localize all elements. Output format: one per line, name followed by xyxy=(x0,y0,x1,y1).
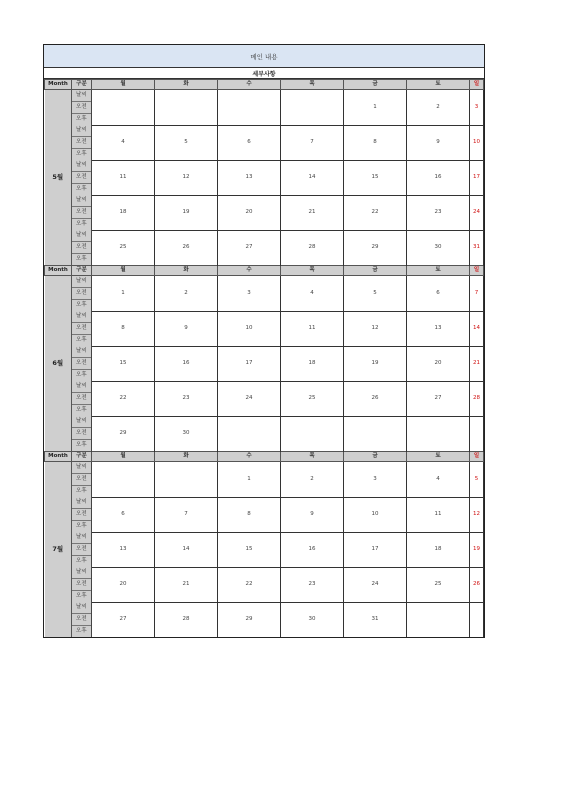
row-label: 오전 xyxy=(72,509,92,521)
day-cell[interactable]: 22 xyxy=(344,195,407,230)
week-row xyxy=(45,195,484,207)
day-cell[interactable]: 9 xyxy=(281,497,344,532)
row-label: 날씨 xyxy=(72,195,92,207)
day-cell[interactable]: 12 xyxy=(470,497,484,532)
week-row xyxy=(45,276,484,288)
day-cell[interactable]: 15 xyxy=(92,346,155,381)
week-row xyxy=(45,532,484,544)
day-cell[interactable] xyxy=(407,416,470,452)
day-cell[interactable]: 24 xyxy=(470,195,484,230)
day-cell[interactable]: 4 xyxy=(92,125,155,160)
day-cell[interactable]: 12 xyxy=(155,160,218,195)
day-cell[interactable] xyxy=(218,90,281,126)
day-cell[interactable]: 1 xyxy=(344,90,407,126)
day-cell[interactable]: 14 xyxy=(155,532,218,567)
day-cell[interactable]: 7 xyxy=(281,125,344,160)
day-cell[interactable]: 10 xyxy=(470,125,484,160)
row-label: 날씨 xyxy=(72,567,92,579)
sheet-title: 메인 내용 xyxy=(44,45,484,68)
day-cell[interactable] xyxy=(218,416,281,452)
day-cell[interactable]: 8 xyxy=(218,497,281,532)
day-cell[interactable]: 2 xyxy=(155,276,218,312)
day-cell[interactable]: 18 xyxy=(407,532,470,567)
day-cell[interactable]: 6 xyxy=(218,125,281,160)
day-cell[interactable]: 14 xyxy=(281,160,344,195)
day-cell[interactable]: 22 xyxy=(92,381,155,416)
row-label: 오전 xyxy=(72,102,92,114)
day-cell[interactable]: 2 xyxy=(281,462,344,498)
weekday-header: 금 xyxy=(344,452,407,462)
day-cell[interactable]: 25 xyxy=(281,381,344,416)
weekday-header: 일 xyxy=(470,452,484,462)
day-cell[interactable]: 6 xyxy=(407,276,470,312)
month-column-header: Month xyxy=(45,80,72,90)
weekday-header: 토 xyxy=(407,266,470,276)
weekday-header: 일 xyxy=(470,80,484,90)
row-label: 날씨 xyxy=(72,311,92,323)
week-row xyxy=(45,346,484,358)
week-row xyxy=(45,462,484,474)
day-cell[interactable]: 10 xyxy=(344,497,407,532)
day-cell[interactable]: 13 xyxy=(407,311,470,346)
day-cell[interactable]: 3 xyxy=(344,462,407,498)
section-column-header: 구분 xyxy=(72,266,92,276)
calendar-sheet xyxy=(43,44,485,638)
week-row xyxy=(45,125,484,137)
day-cell[interactable]: 6 xyxy=(92,497,155,532)
day-cell[interactable]: 16 xyxy=(155,346,218,381)
row-label: 날씨 xyxy=(72,230,92,242)
week-row xyxy=(45,160,484,172)
weekday-header: 월 xyxy=(92,80,155,90)
day-cell[interactable]: 13 xyxy=(218,160,281,195)
day-cell[interactable] xyxy=(470,416,484,452)
day-cell[interactable]: 17 xyxy=(218,346,281,381)
week-row xyxy=(45,567,484,579)
weekday-header: 토 xyxy=(407,452,470,462)
row-label: 오후 xyxy=(72,440,92,452)
row-label: 날씨 xyxy=(72,90,92,102)
day-cell[interactable]: 1 xyxy=(92,276,155,312)
day-cell[interactable]: 29 xyxy=(218,602,281,637)
day-cell[interactable]: 13 xyxy=(92,532,155,567)
weekday-header: 목 xyxy=(281,80,344,90)
row-label: 날씨 xyxy=(72,381,92,393)
row-label: 오후 xyxy=(72,219,92,231)
day-cell[interactable]: 31 xyxy=(344,602,407,637)
day-cell[interactable]: 26 xyxy=(344,381,407,416)
section-column-header: 구분 xyxy=(72,452,92,462)
row-label: 오후 xyxy=(72,254,92,266)
weekday-header: 목 xyxy=(281,266,344,276)
day-cell[interactable]: 17 xyxy=(344,532,407,567)
day-cell[interactable]: 19 xyxy=(155,195,218,230)
weekday-header: 수 xyxy=(218,266,281,276)
row-label: 날씨 xyxy=(72,532,92,544)
day-cell[interactable]: 23 xyxy=(281,567,344,602)
day-cell[interactable] xyxy=(470,602,484,637)
month-column-header: Month xyxy=(45,266,72,276)
day-cell[interactable] xyxy=(92,462,155,498)
day-cell[interactable]: 29 xyxy=(344,230,407,266)
day-cell[interactable]: 28 xyxy=(470,381,484,416)
day-cell[interactable]: 22 xyxy=(218,567,281,602)
month-label: 7월 xyxy=(45,462,72,638)
day-cell[interactable]: 18 xyxy=(281,346,344,381)
row-label: 오전 xyxy=(72,288,92,300)
row-label: 오전 xyxy=(72,137,92,149)
day-cell[interactable]: 5 xyxy=(470,462,484,498)
day-cell[interactable]: 20 xyxy=(218,195,281,230)
week-row xyxy=(45,90,484,102)
row-label: 오전 xyxy=(72,579,92,591)
day-cell[interactable]: 9 xyxy=(407,125,470,160)
day-cell[interactable]: 8 xyxy=(344,125,407,160)
day-cell[interactable]: 4 xyxy=(281,276,344,312)
day-cell[interactable]: 8 xyxy=(92,311,155,346)
day-cell[interactable]: 31 xyxy=(470,230,484,266)
week-row xyxy=(45,230,484,242)
weekday-header: 월 xyxy=(92,266,155,276)
row-label: 날씨 xyxy=(72,160,92,172)
row-label: 오전 xyxy=(72,474,92,486)
row-label: 오전 xyxy=(72,242,92,254)
day-cell[interactable]: 29 xyxy=(92,416,155,452)
day-cell[interactable]: 25 xyxy=(92,230,155,266)
day-cell[interactable]: 30 xyxy=(155,416,218,452)
day-cell[interactable]: 3 xyxy=(470,90,484,126)
row-label: 오전 xyxy=(72,358,92,370)
day-cell[interactable]: 27 xyxy=(407,381,470,416)
row-label: 오전 xyxy=(72,172,92,184)
day-cell[interactable] xyxy=(155,462,218,498)
day-cell[interactable]: 4 xyxy=(407,462,470,498)
day-cell[interactable]: 21 xyxy=(155,567,218,602)
calendar-table xyxy=(44,79,484,637)
row-label: 오후 xyxy=(72,405,92,417)
weekday-header: 화 xyxy=(155,266,218,276)
day-cell[interactable]: 23 xyxy=(407,195,470,230)
day-cell[interactable]: 3 xyxy=(218,276,281,312)
day-cell[interactable]: 11 xyxy=(407,497,470,532)
row-label: 오후 xyxy=(72,149,92,161)
month-column-header: Month xyxy=(45,452,72,462)
weekday-header: 금 xyxy=(344,266,407,276)
row-label: 날씨 xyxy=(72,462,92,474)
row-label: 오전 xyxy=(72,428,92,440)
row-label: 오후 xyxy=(72,184,92,196)
day-cell[interactable] xyxy=(344,416,407,452)
day-cell[interactable] xyxy=(92,90,155,126)
row-label: 오후 xyxy=(72,626,92,638)
week-row xyxy=(45,416,484,428)
row-label: 오후 xyxy=(72,486,92,498)
week-row xyxy=(45,311,484,323)
row-label: 오후 xyxy=(72,591,92,603)
section-column-header: 구분 xyxy=(72,80,92,90)
day-cell[interactable]: 11 xyxy=(281,311,344,346)
day-cell[interactable]: 30 xyxy=(407,230,470,266)
row-label: 오후 xyxy=(72,556,92,568)
day-cell[interactable]: 26 xyxy=(155,230,218,266)
day-cell[interactable]: 7 xyxy=(470,276,484,312)
row-label: 오전 xyxy=(72,323,92,335)
day-cell[interactable]: 26 xyxy=(470,567,484,602)
day-cell[interactable]: 15 xyxy=(218,532,281,567)
day-cell[interactable]: 11 xyxy=(92,160,155,195)
day-cell[interactable]: 19 xyxy=(344,346,407,381)
weekday-header: 화 xyxy=(155,452,218,462)
week-row xyxy=(45,602,484,614)
weekday-header: 수 xyxy=(218,80,281,90)
row-label: 날씨 xyxy=(72,416,92,428)
weekday-header: 일 xyxy=(470,266,484,276)
day-cell[interactable]: 15 xyxy=(344,160,407,195)
weekday-header: 토 xyxy=(407,80,470,90)
month-header-row xyxy=(45,80,484,90)
row-label: 오후 xyxy=(72,335,92,347)
row-label: 오후 xyxy=(72,114,92,126)
day-cell[interactable]: 23 xyxy=(155,381,218,416)
day-cell[interactable]: 17 xyxy=(470,160,484,195)
weekday-header: 수 xyxy=(218,452,281,462)
day-cell[interactable]: 24 xyxy=(344,567,407,602)
weekday-header: 금 xyxy=(344,80,407,90)
row-label: 오후 xyxy=(72,370,92,382)
week-row xyxy=(45,497,484,509)
month-label: 6월 xyxy=(45,276,72,452)
row-label: 날씨 xyxy=(72,346,92,358)
day-cell[interactable]: 20 xyxy=(407,346,470,381)
day-cell[interactable] xyxy=(155,90,218,126)
day-cell[interactable]: 27 xyxy=(218,230,281,266)
row-label: 날씨 xyxy=(72,497,92,509)
day-cell[interactable]: 7 xyxy=(155,497,218,532)
sheet-subtitle: 세부사항 xyxy=(44,68,484,79)
day-cell[interactable]: 21 xyxy=(281,195,344,230)
row-label: 오후 xyxy=(72,521,92,533)
month-header-row xyxy=(45,266,484,276)
weekday-header: 월 xyxy=(92,452,155,462)
day-cell[interactable]: 30 xyxy=(281,602,344,637)
day-cell[interactable]: 21 xyxy=(470,346,484,381)
row-label: 오전 xyxy=(72,393,92,405)
day-cell[interactable] xyxy=(407,602,470,637)
day-cell[interactable]: 14 xyxy=(470,311,484,346)
weekday-header: 목 xyxy=(281,452,344,462)
month-label: 5월 xyxy=(45,90,72,266)
day-cell[interactable]: 19 xyxy=(470,532,484,567)
weekday-header: 화 xyxy=(155,80,218,90)
row-label: 오전 xyxy=(72,614,92,626)
day-cell[interactable]: 9 xyxy=(155,311,218,346)
day-cell[interactable] xyxy=(281,416,344,452)
month-header-row xyxy=(45,452,484,462)
day-cell[interactable]: 10 xyxy=(218,311,281,346)
day-cell[interactable] xyxy=(281,90,344,126)
day-cell[interactable]: 28 xyxy=(155,602,218,637)
row-label: 오전 xyxy=(72,544,92,556)
day-cell[interactable]: 28 xyxy=(281,230,344,266)
day-cell[interactable]: 16 xyxy=(281,532,344,567)
day-cell[interactable]: 12 xyxy=(344,311,407,346)
row-label: 날씨 xyxy=(72,125,92,137)
row-label: 날씨 xyxy=(72,602,92,614)
day-cell[interactable]: 20 xyxy=(92,567,155,602)
day-cell[interactable]: 16 xyxy=(407,160,470,195)
row-label: 오후 xyxy=(72,300,92,312)
day-cell[interactable]: 24 xyxy=(218,381,281,416)
row-label: 오전 xyxy=(72,207,92,219)
day-cell[interactable]: 5 xyxy=(344,276,407,312)
day-cell[interactable]: 18 xyxy=(92,195,155,230)
week-row xyxy=(45,381,484,393)
day-cell[interactable]: 1 xyxy=(218,462,281,498)
day-cell[interactable]: 2 xyxy=(407,90,470,126)
day-cell[interactable]: 25 xyxy=(407,567,470,602)
day-cell[interactable]: 5 xyxy=(155,125,218,160)
day-cell[interactable]: 27 xyxy=(92,602,155,637)
row-label: 날씨 xyxy=(72,276,92,288)
